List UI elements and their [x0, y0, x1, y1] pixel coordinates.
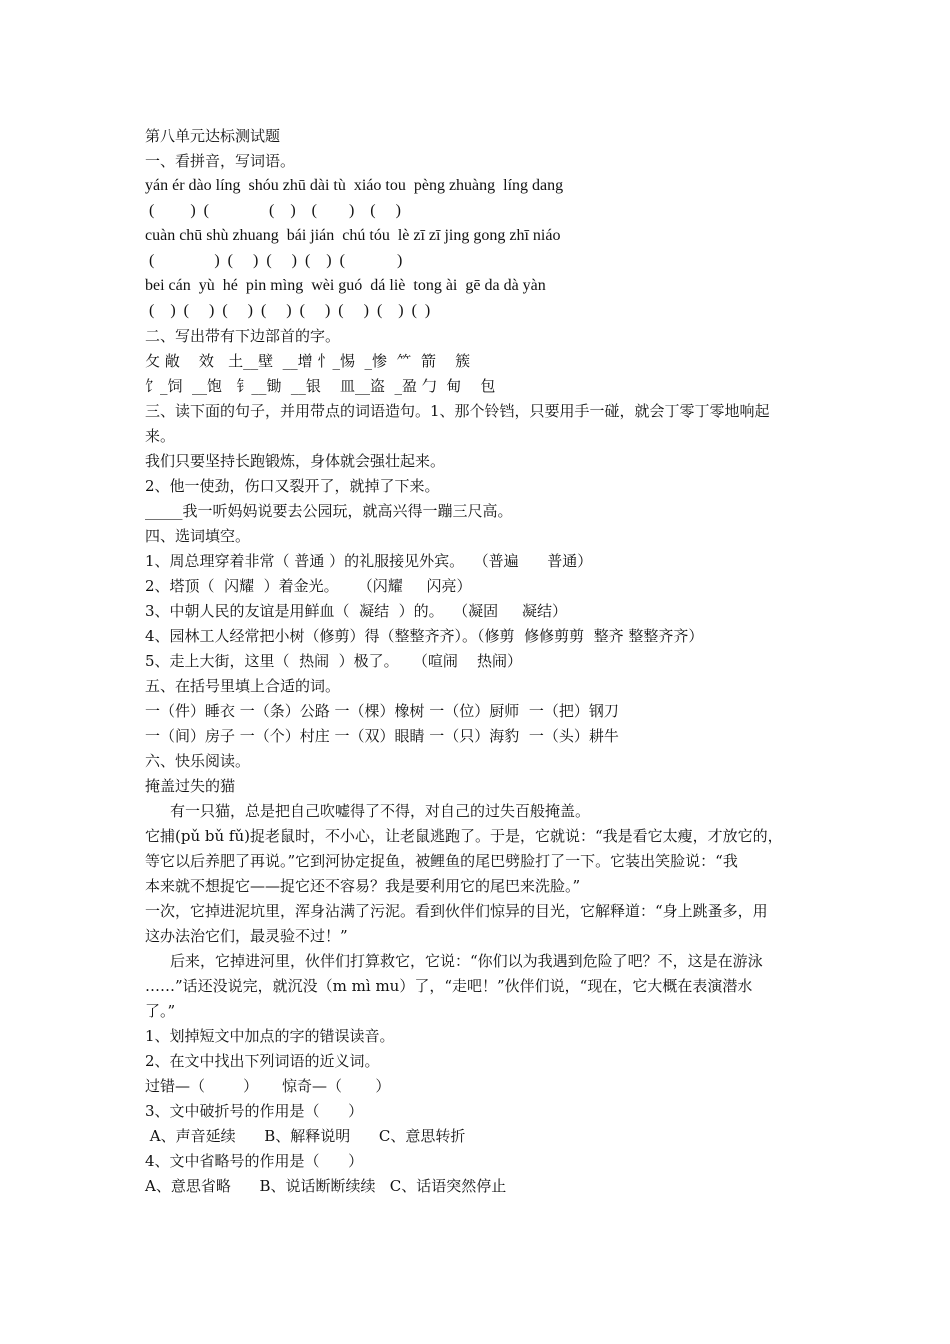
- story-title: 掩盖过失的猫: [145, 777, 236, 795]
- pinyin-row-2: cuàn chū shù zhuang bái jián chú tóu lè zī zī jing gong zhī niáo: [145, 227, 561, 244]
- document-title: 第八单元达标测试题: [145, 127, 281, 145]
- choice-question-2: 2、塔顶（ 闪耀 ）着金光。 （闪耀 闪亮）: [145, 577, 472, 595]
- answer-blanks-row-2: ( ) ( ) ( ) ( ) ( ): [145, 252, 403, 269]
- story-paragraph-2-line-3: 本来就不想捉它——捉它还不容易？我是要利用它的尾巴来洗脸。”: [145, 877, 581, 895]
- section-1-heading: 一、看拼音，写词语。: [145, 152, 296, 170]
- section-5-heading: 五、在括号里填上合适的词。: [145, 677, 341, 695]
- choice-question-5: 5、走上大街，这里（ 热闹 ）极了。 （喧闹 热闹）: [145, 652, 522, 670]
- radical-line-1: 攵 敞 效 土__壁 __增 忄_惕 _惨 ⺮ 箭 簇: [145, 352, 471, 370]
- story-paragraph-2-line-2: 等它以后养肥了再说。”它到河协定捉鱼，被鲤鱼的尾巴劈脸打了一下。它装出笑脸说：“我: [145, 852, 738, 870]
- answer-blanks-row-1: ( ) ( ( ) ( ) ( ): [145, 202, 401, 219]
- pinyin-row-3: bei cán yù hé pin mìng wèi guó dá liè tong ài gē da dà yàn: [145, 277, 546, 294]
- choice-question-3: 3、中朝人民的友谊是用鲜血（ 凝结 ）的。 （凝固 凝结）: [145, 602, 567, 620]
- reading-question-3: 3、文中破折号的作用是（ ）: [145, 1102, 364, 1120]
- section-4-heading: 四、选词填空。: [145, 527, 251, 545]
- story-paragraph-3-line-2: 这办法治它们，最灵验不过！”: [145, 927, 348, 945]
- sentence-line-2: 2、他一使劲，伤口又裂开了，就掉了下来。: [145, 477, 440, 495]
- story-paragraph-2-line-1: 它捕(pǔ bǔ fǔ)捉老鼠时，不小心，让老鼠逃跑了。于是，它就说：“我是看它太瘦，才放它的，: [145, 827, 783, 845]
- story-paragraph-1: 有一只猫，总是把自己吹嘘得了不得，对自己的过失百般掩盖。: [170, 802, 591, 820]
- question-4-options: A、意思省略 B、说话断断续续 C、话语突然停止: [145, 1177, 507, 1195]
- reading-question-1: 1、划掉短文中加点的字的错误读音。: [145, 1027, 395, 1045]
- section-2-heading: 二、写出带有下边部首的字。: [145, 327, 341, 345]
- sentence-line-1: 我们只要坚持长跑锻炼，身体就会强壮起来。: [145, 452, 446, 470]
- reading-question-4: 4、文中省略号的作用是（ ）: [145, 1152, 364, 1170]
- section-6-heading: 六、快乐阅读。: [145, 752, 251, 770]
- choice-question-1: 1、周总理穿着非常（ 普通 ）的礼服接见外宾。 （普遍 普通）: [145, 552, 593, 570]
- answer-blanks-row-3: ( ) ( ) ( ) ( ) ( ) ( ) ( ) ( ): [145, 302, 431, 319]
- story-paragraph-4-line-2: ……”话还没说完，就沉没（m mì mu）了，“走吧！”伙伴们说，“现在，它大概在表演潜水: [145, 977, 753, 995]
- question-3-options: A、声音延续 B、解释说明 C、意思转折: [145, 1127, 466, 1145]
- choice-question-4: 4、园林工人经常把小树（修剪）得（整整齐齐）。（修剪 修修剪剪 整齐 整整齐齐）: [145, 627, 704, 645]
- story-paragraph-4-line-1: 后来，它掉进河里，伙伴们打算救它，它说：“你们以为我遇到危险了吧？不，这是在游泳: [170, 952, 763, 970]
- story-paragraph-3-line-1: 一次，它掉进泥坑里，浑身沾满了污泥。看到伙伴们惊异的目光，它解释道：“身上跳蚤多，用: [145, 902, 768, 920]
- section-3-heading-cont: 来。: [145, 427, 176, 445]
- reading-question-2: 2、在文中找出下列词语的近义词。: [145, 1052, 380, 1070]
- pinyin-row-1: yán ér dào líng shóu zhū dài tù xiáo tou pèng zhuàng líng dang: [145, 177, 564, 194]
- section-3-heading: 三、读下面的句子，并用带点的词语造句。1、那个铃铛，只要用手一碰，就会丁零丁零地响起: [145, 402, 770, 420]
- measure-words-line-2: 一（间）房子 一（个）村庄 一（双）眼睛 一（只）海豹 一（头）耕牛: [145, 727, 619, 745]
- radical-line-2: 饣_饲 __饱 钅__锄 __银 皿__盗 _盈 勹 甸 包: [145, 377, 496, 395]
- synonym-blanks: 过错—（ ） 惊奇—（ ）: [145, 1077, 391, 1095]
- story-paragraph-4-line-3: 了。”: [145, 1002, 176, 1020]
- sentence-line-3: _____我一听妈妈说要去公园玩，就高兴得一蹦三尺高。: [145, 502, 513, 520]
- measure-words-line-1: 一（件）睡衣 一（条）公路 一（棵）橡树 一（位）厨师 一（把）钢刀: [145, 702, 619, 720]
